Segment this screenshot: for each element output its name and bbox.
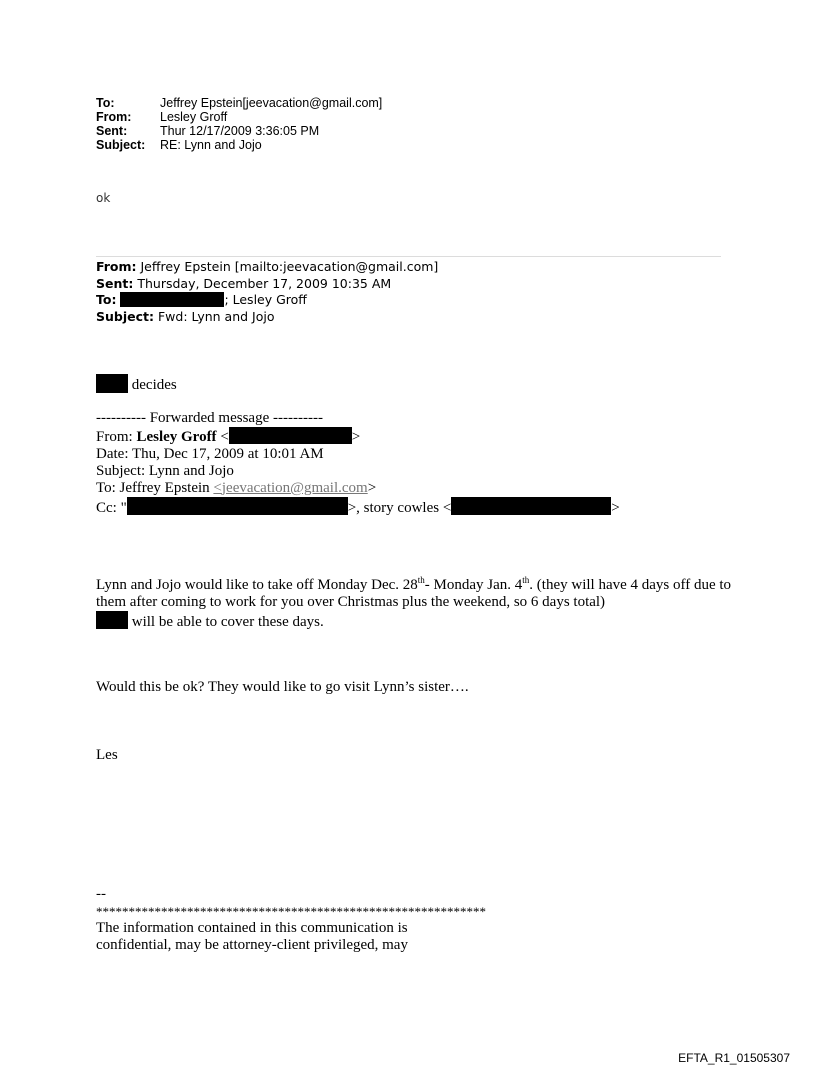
body-p1-a: Lynn and Jojo would like to take off Monday Dec. 28 — [96, 577, 418, 593]
body-p1-sup1: th — [417, 575, 425, 585]
redaction-box — [451, 497, 611, 515]
fm-cc-prefix: Cc: " — [96, 500, 127, 516]
body-paragraph-2: Would this be ok? They would like to go visit Lynn’s sister…. — [96, 679, 469, 695]
fwd-subject-row — [96, 309, 438, 326]
body-p1-b: - Monday Jan. 4 — [424, 577, 523, 593]
fm-from-line — [96, 427, 620, 446]
fwd-from-value: Jeffrey Epstein [mailto:jeevacation@gmail.com] — [140, 259, 439, 274]
header-from-row — [96, 110, 382, 124]
redaction-box — [127, 497, 348, 515]
fwd-subject-label: Subject: — [96, 308, 154, 324]
fm-from-label: From: — [96, 429, 133, 445]
header-sent-row — [96, 124, 382, 138]
fm-to-line — [96, 480, 620, 497]
fm-from-gt: > — [351, 429, 361, 445]
redaction-box — [96, 374, 128, 393]
fm-from-lt: < — [220, 429, 229, 445]
subject-value: RE: Lynn and Jojo — [160, 138, 262, 152]
redaction-box — [229, 427, 352, 444]
fm-subject-line: Subject: Lynn and Jojo — [96, 463, 234, 479]
fwd-to-value: ; Lesley Groff — [224, 292, 307, 307]
sent-label: Sent: — [96, 124, 128, 138]
body-p1-d: will be able to cover these days. — [131, 614, 324, 630]
fm-to-prefix: To: Jeffrey Epstein — [96, 480, 214, 496]
footer-stars: ************************************************************ — [96, 904, 486, 919]
body-paragraph-1 — [96, 572, 736, 631]
subject-label: Subject: — [96, 138, 146, 152]
to-value: Jeffrey Epstein[jeevacation@gmail.com] — [160, 96, 383, 110]
fwd-sent-label: Sent: — [96, 275, 134, 291]
from-value: Lesley Groff — [160, 110, 228, 124]
fwd-subject-value: Fwd: Lynn and Jojo — [157, 308, 275, 324]
fwd-to-row — [96, 292, 438, 309]
fm-cc-mid: >, story cowles < — [347, 500, 452, 516]
fwd-sent-value: Thursday, December 17, 2009 10:35 AM — [137, 275, 392, 291]
fwd-from-label: From: — [96, 259, 137, 274]
fwd-from-row — [96, 259, 438, 276]
fm-cc-line — [96, 497, 620, 517]
fm-from-name: Lesley Groff — [136, 429, 217, 445]
footer-line-1: The information contained in this communication is — [96, 920, 408, 936]
fm-cc-end: > — [611, 500, 620, 516]
header-to-row — [96, 96, 382, 110]
sent-value: Thur 12/17/2009 3:36:05 PM — [160, 124, 320, 138]
fm-to-lt: < — [213, 480, 222, 496]
redaction-box — [120, 292, 224, 307]
fm-to-gt: > — [367, 480, 377, 496]
from-label: From: — [96, 110, 132, 124]
forwarded-divider: ---------- Forwarded message ---------- — [96, 410, 323, 426]
email-header — [96, 96, 382, 152]
decides-line — [96, 374, 177, 394]
document-id: EFTA_R1_01505307 — [678, 1051, 790, 1065]
body-p1-sup2: th — [522, 575, 530, 585]
footer-dashes: -- — [96, 886, 106, 902]
reply-text: ok — [96, 191, 111, 205]
divider — [96, 256, 721, 257]
body-p1-c: . (they will have 4 days off due to them after coming to work for you over Christmas plus the weekend, so 6 days total) — [96, 577, 732, 610]
fm-date-line: Date: Thu, Dec 17, 2009 at 10:01 AM — [96, 446, 324, 462]
forwarded-header — [96, 259, 438, 325]
forwarded-message — [96, 410, 620, 517]
header-subject-row — [96, 138, 382, 152]
fwd-to-label: To: — [96, 292, 117, 307]
fwd-sent-row — [96, 276, 438, 293]
decides-text: decides — [131, 377, 177, 393]
redaction-box — [96, 611, 128, 629]
fm-to-email-link[interactable]: jeevacation@gmail.com — [221, 480, 368, 496]
to-label: To: — [96, 96, 115, 110]
signature: Les — [96, 747, 118, 763]
footer-line-2: confidential, may be attorney-client privileged, may — [96, 937, 408, 953]
disclaimer-footer — [96, 886, 486, 954]
